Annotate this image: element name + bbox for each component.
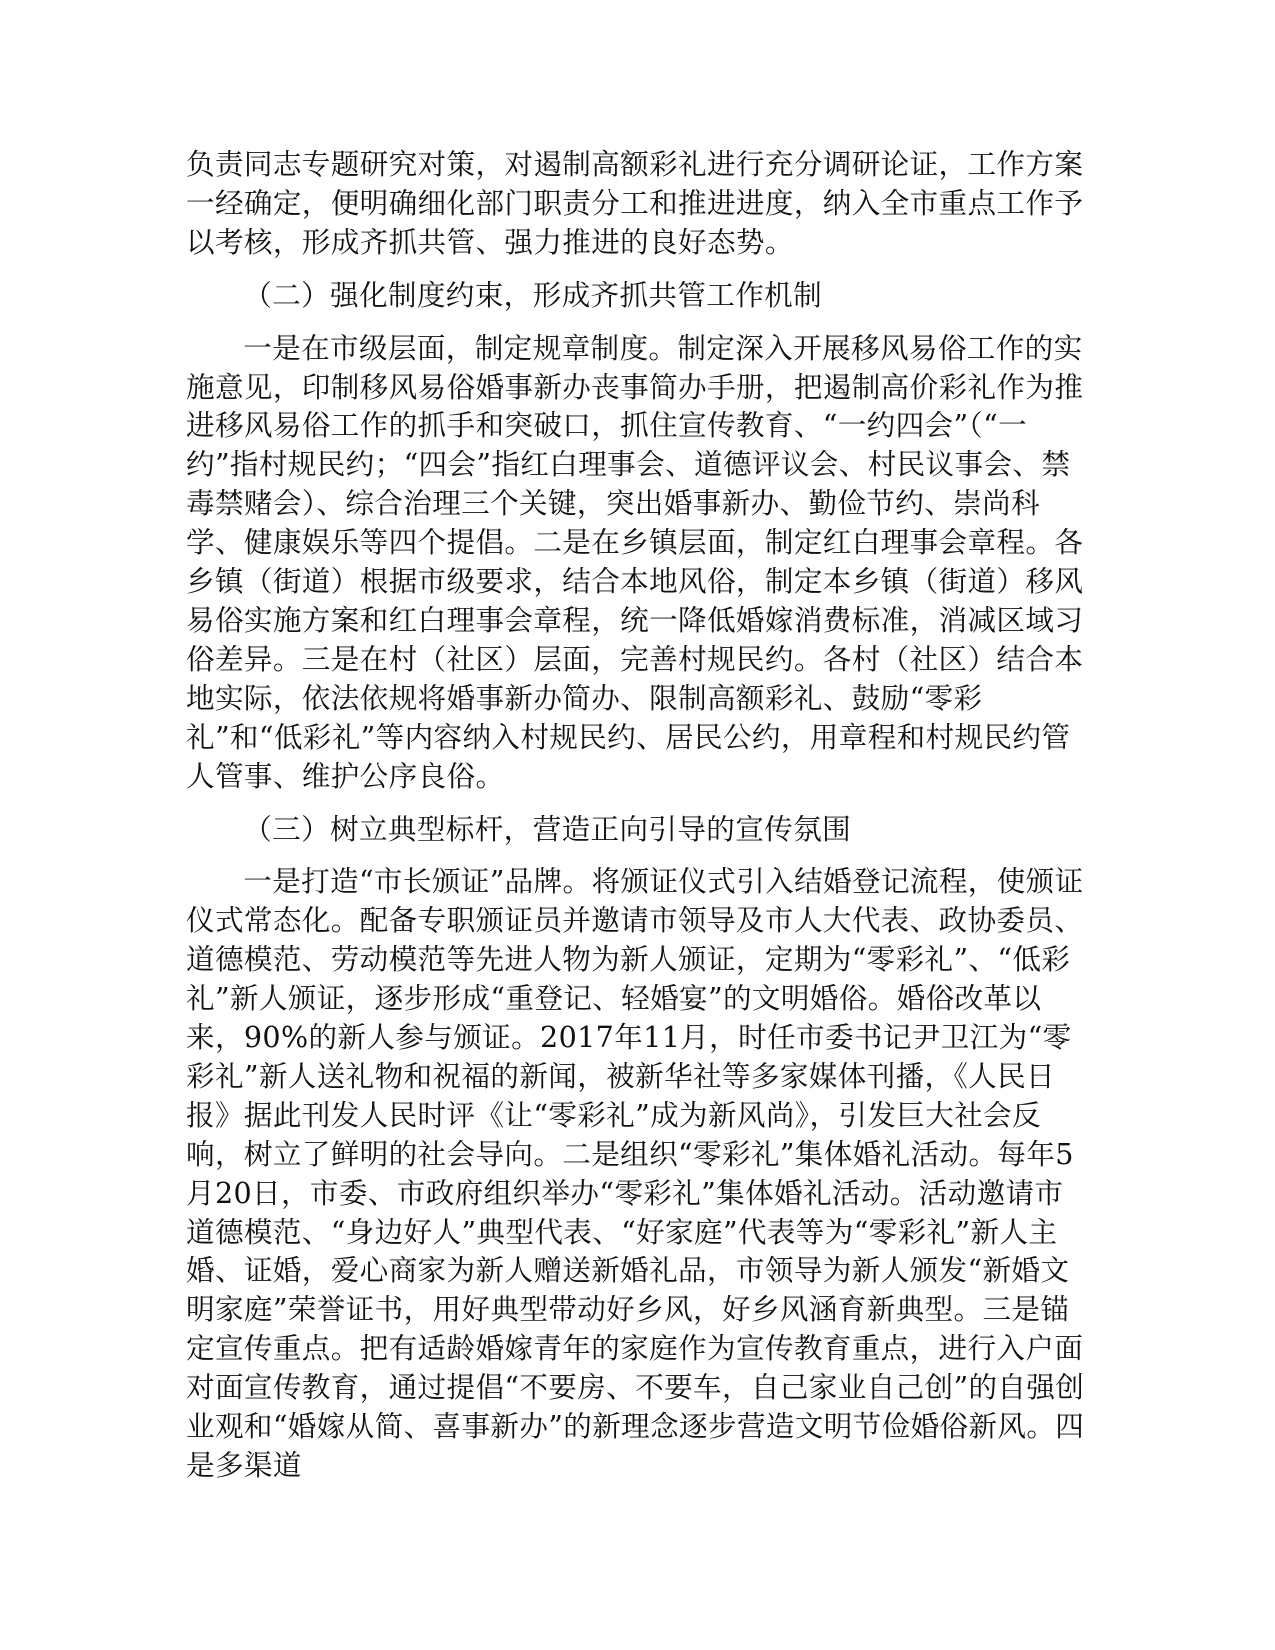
paragraph-institution: 一是在市级层面，制定规章制度。制定深入开展移风易俗工作的实施意见，印制移风易俗婚事新办丧事简办手册，把遏制高价彩礼作为推进移风易俗工作的抓手和突破口，抓住宣传教育、“一约四会”（“一约”指村规民约；“四会”指红白理事会、道德评议会、村民议事会、禁毒禁赌会）、综合治理三个关键，突出婚事新办、勤俭节约、崇尚科学、健康娱乐等四个提倡。二是在乡镇层面，制定红白理事会章程。各乡镇（街道）根据市级要求，结合本地风俗，制定本乡镇（街道）移风易俗实施方案和红白理事会章程，统一降低婚嫁消费标准，消减区域习俗差异。三是在村（社区）层面，完善村规民约。各村（社区）结合本地实际，依法依规将婚事新办简办、限制高额彩礼、鼓励“零彩礼”和“低彩礼”等内容纳入村规民约、居民公约，用章程和村规民约管人管事、维护公序良俗。 [186,330,1084,793]
section-heading-3: （三）树立典型标杆，营造正向引导的宣传氛围 [243,811,852,846]
paragraph-role-models: 一是打造“市长颁证”品牌。将颁证仪式引入结婚登记流程，使颁证仪式常态化。配备专职颁证员并邀请市领导及市人大代表、政协委员、道德模范、劳动模范等先进人物为新人颁证，定期为“零彩礼”、“低彩礼”新人颁证，逐步形成“重登记、轻婚宴”的文明婚俗。婚俗改革以来，90%的新人参与颁证。2017年11月，时任市委书记尹卫江为“零彩礼”新人送礼物和祝福的新闻，被新华社等多家媒体刊播，《人民日报》据此刊发人民时评《让“零彩礼”成为新风尚》，引发巨大社会反响，树立了鲜明的社会导向。二是组织“零彩礼”集体婚礼活动。每年5月20日，市委、市政府组织举办“零彩礼”集体婚礼活动。活动邀请市道德模范、“身边好人”典型代表、“好家庭”代表等为“零彩礼”新人主婚、证婚，爱心商家为新人赠送新婚礼品，市领导为新人颁发“新婚文明家庭”荣誉证书，用好典型带动好乡风，好乡风涵育新典型。三是锚定宣传重点。把有适龄婚嫁青年的家庭作为宣传教育重点，进行入户面对面宣传教育，通过提倡“不要房、不要车，自己家业自己创”的自强创业观和“婚嫁从简、喜事新办”的新理念逐步营造文明节俭婚俗新风。四是多渠道 [186,864,1085,1482]
document-body [186,145,1086,1485]
paragraph-continuation: 负责同志专题研究对策，对遏制高额彩礼进行充分调研论证，工作方案一经确定，便明确细化部门职责分工和推进进度，纳入全市重点工作予以考核，形成齐抓共管、强力推进的良好态势。 [186,147,1084,259]
section-heading-2: （二）强化制度约束，形成齐抓共管工作机制 [243,277,823,312]
